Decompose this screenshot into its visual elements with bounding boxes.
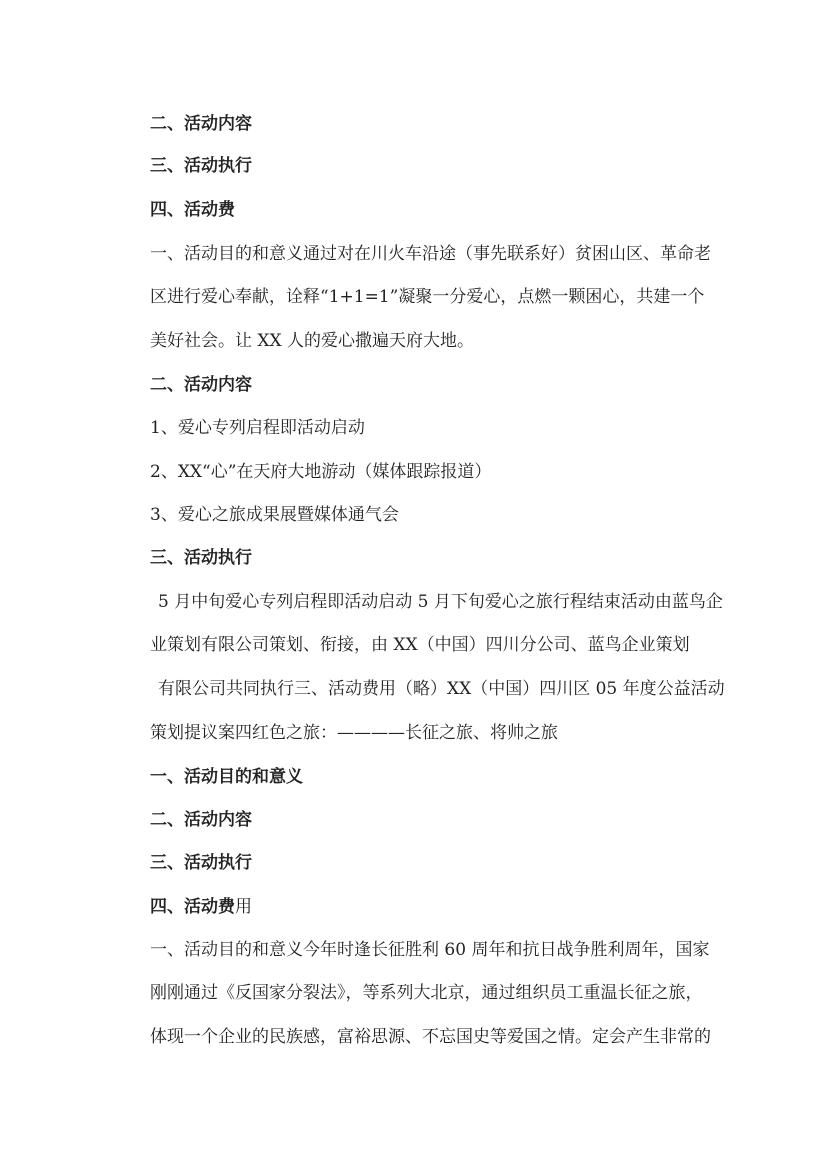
line-text: 四、活动费 bbox=[150, 897, 235, 917]
line-text: 业策划有限公司策划、衔接，由 XX（中国）四川分公司、蓝鸟企业策划 bbox=[150, 635, 690, 655]
line-text: 四、活动费 bbox=[150, 200, 235, 220]
section-heading bbox=[150, 853, 252, 873]
paragraph-line bbox=[150, 505, 399, 525]
line-text: 1、爱心专列启程即活动启动 bbox=[150, 418, 365, 438]
section-heading bbox=[150, 767, 303, 787]
paragraph-line bbox=[150, 418, 365, 438]
line-text: 区进行爱心奉献，诠释“1+1=1”凝聚一分爱心，点燃一颗困心，共建一个 bbox=[150, 287, 705, 307]
line-text: 一、活动目的和意义通过对在川火车沿途（事先联系好）贫困山区、革命老 bbox=[150, 244, 711, 264]
line-text: 三、活动执行 bbox=[150, 853, 252, 873]
section-heading bbox=[150, 810, 252, 830]
section-heading bbox=[150, 375, 252, 395]
paragraph-line bbox=[150, 635, 690, 655]
line-text: 有限公司共同执行三、活动费用（略）XX（中国）四川区 05 年度公益活动 bbox=[158, 679, 725, 699]
paragraph-line bbox=[150, 940, 709, 960]
line-text: 美好社会。让 XX 人的爱心撒遍天府大地。 bbox=[150, 331, 475, 351]
line-text: 一、活动目的和意义 bbox=[150, 767, 303, 787]
paragraph-line bbox=[158, 592, 723, 612]
line-text: 3、爱心之旅成果展暨媒体通气会 bbox=[150, 505, 399, 525]
paragraph-line bbox=[150, 1027, 711, 1047]
section-heading bbox=[150, 200, 235, 220]
line-text: 三、活动执行 bbox=[150, 156, 252, 176]
line-text: 刚刚通过《反国家分裂法》，等系列大北京，通过组织员工重温长征之旅， bbox=[150, 983, 703, 1003]
line-text: 2、XX“心”在天府大地游动（媒体跟踪报道） bbox=[150, 462, 492, 482]
line-text: 策划提议案四红色之旅：————长征之旅、将帅之旅 bbox=[150, 723, 558, 743]
line-text: 体现一个企业的民族感，富裕思源、不忘国史等爱国之情。定会产生非常的 bbox=[150, 1027, 711, 1047]
paragraph-line bbox=[150, 983, 703, 1003]
paragraph-line bbox=[158, 679, 725, 699]
line-suffix: 用 bbox=[235, 897, 252, 917]
line-text: 三、活动执行 bbox=[150, 548, 252, 568]
paragraph-line bbox=[150, 331, 474, 351]
section-heading bbox=[150, 114, 252, 134]
paragraph-line bbox=[150, 462, 491, 482]
line-text: 二、活动内容 bbox=[150, 810, 252, 830]
line-text: 5 月中旬爱心专列启程即活动启动 5 月下旬爱心之旅行程结束活动由蓝鸟企 bbox=[158, 592, 723, 612]
paragraph-line bbox=[150, 287, 704, 307]
section-heading bbox=[150, 156, 252, 176]
line-text: 二、活动内容 bbox=[150, 114, 252, 134]
section-heading bbox=[150, 548, 252, 568]
section-heading bbox=[150, 897, 252, 917]
line-text: 二、活动内容 bbox=[150, 375, 252, 395]
paragraph-line bbox=[150, 723, 558, 743]
line-text: 一、活动目的和意义今年时逢长征胜利 60 周年和抗日战争胜利周年，国家 bbox=[150, 940, 710, 960]
paragraph-line bbox=[150, 244, 711, 264]
